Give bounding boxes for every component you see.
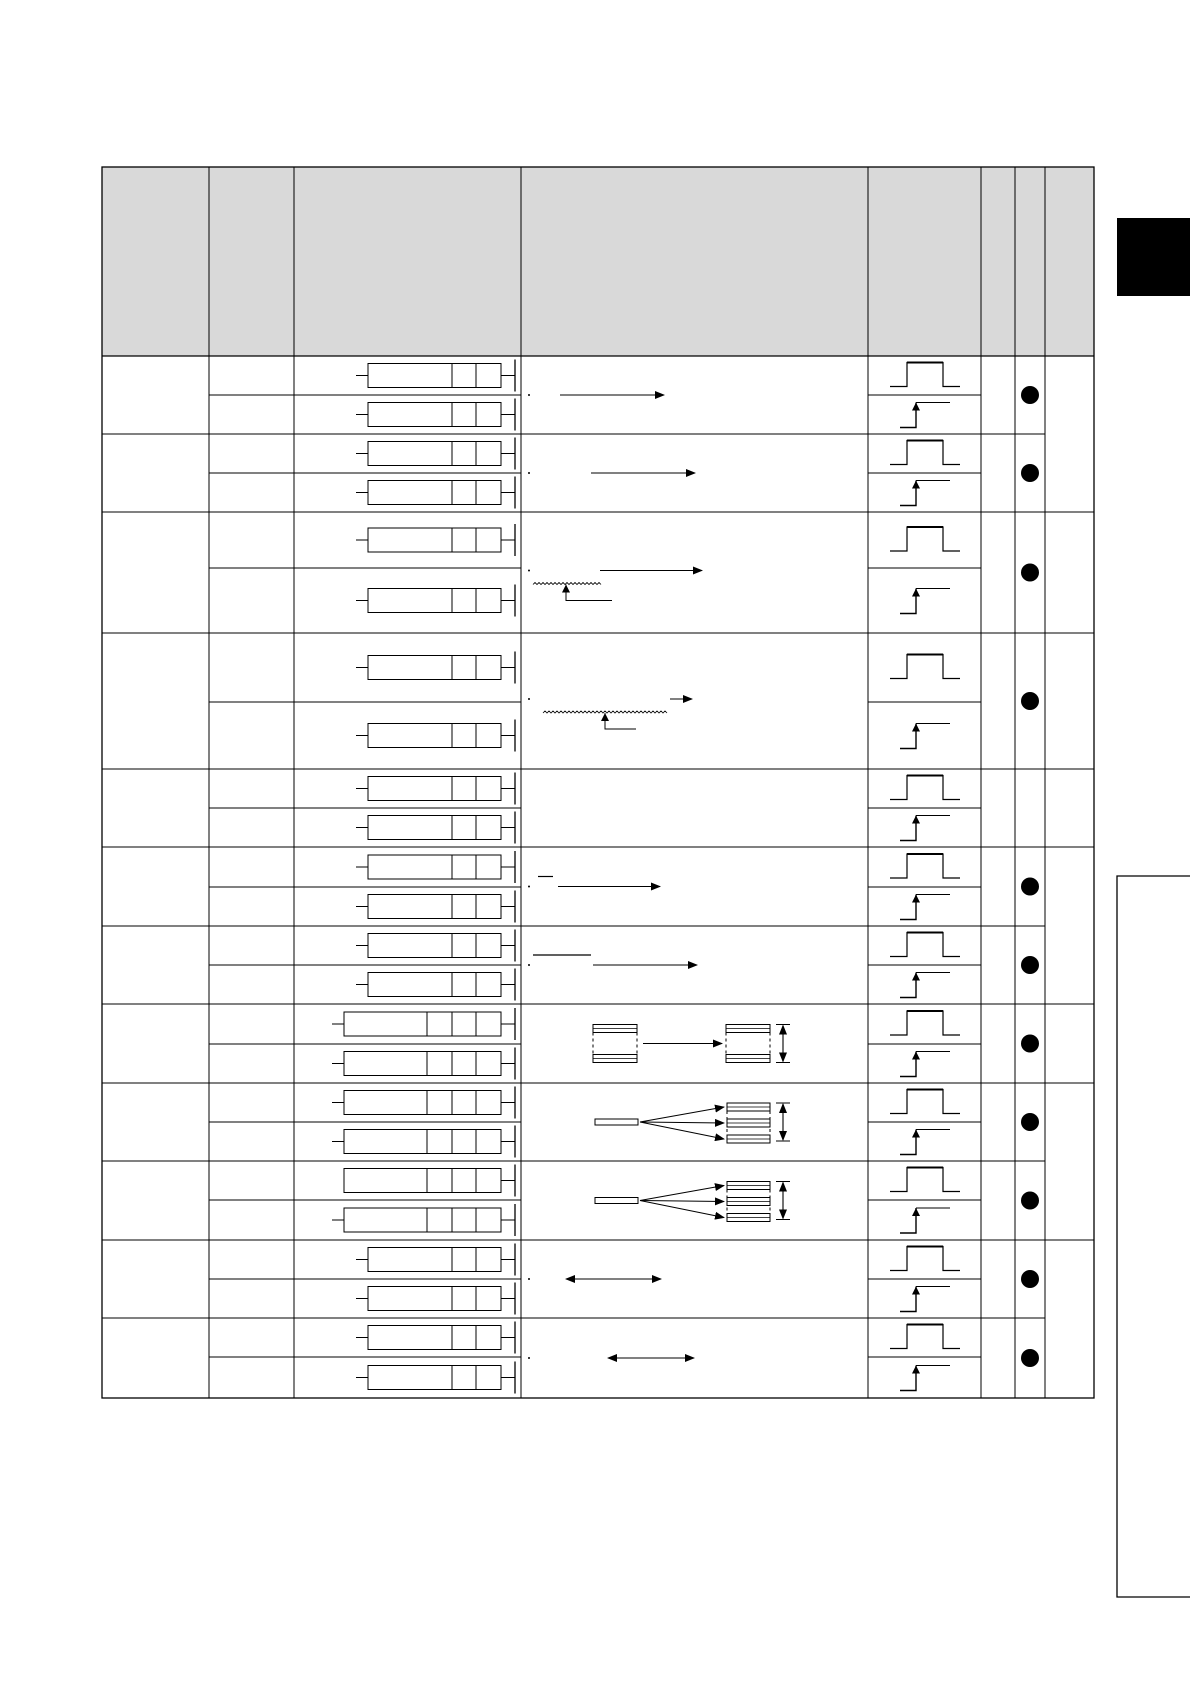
rising-edge-symbol xyxy=(900,816,916,841)
instruction-symbol xyxy=(332,1008,515,1040)
fill-arrow xyxy=(640,1122,724,1123)
applicable-cpu-dot xyxy=(1021,956,1039,974)
operation-diagram xyxy=(528,394,664,396)
on-condition-symbol xyxy=(890,363,960,387)
instruction-symbol xyxy=(356,812,515,844)
operand-box xyxy=(368,1366,501,1390)
table-row xyxy=(102,524,1094,633)
rising-edge-symbol xyxy=(900,589,916,614)
instruction-symbol xyxy=(356,891,515,923)
operand-box xyxy=(368,934,501,958)
operand-box xyxy=(368,1248,501,1272)
on-condition-symbol xyxy=(890,933,960,957)
operation-diagram xyxy=(528,472,695,474)
on-condition-symbol xyxy=(890,1168,960,1192)
on-condition-symbol xyxy=(890,1247,960,1271)
applicable-cpu-dot xyxy=(1021,1349,1039,1367)
rising-edge-arrowhead xyxy=(912,1052,920,1060)
operand-box xyxy=(368,403,501,427)
operation-diagram xyxy=(528,955,697,966)
source-word xyxy=(595,1119,638,1125)
applicable-cpu-dot xyxy=(1021,1270,1039,1288)
source-block xyxy=(593,1025,637,1063)
bit-range-wave xyxy=(543,711,667,713)
fill-arrow xyxy=(640,1201,724,1218)
applicable-cpu-dot xyxy=(1021,1192,1039,1210)
operand-box xyxy=(368,816,501,840)
rising-edge-arrowhead xyxy=(912,481,920,489)
applicable-cpu-dot xyxy=(1021,1035,1039,1053)
table-row xyxy=(102,1244,1045,1319)
operation-diagram xyxy=(528,698,692,729)
applicable-cpu-dot xyxy=(1021,386,1039,404)
fill-arrow xyxy=(640,1201,724,1202)
operation-diagram xyxy=(593,1025,790,1063)
rising-edge-arrowhead xyxy=(912,1366,920,1374)
instruction-symbol xyxy=(356,360,515,392)
instruction-symbol xyxy=(332,1087,515,1119)
table-row xyxy=(102,1322,1094,1399)
operand-mark xyxy=(528,1357,530,1359)
applicable-cpu-dot xyxy=(1021,1113,1039,1131)
rising-edge-arrowhead xyxy=(912,816,920,824)
on-condition-symbol xyxy=(890,776,960,800)
operand-box xyxy=(344,1091,501,1115)
rising-edge-symbol xyxy=(900,1366,916,1391)
on-condition-symbol xyxy=(890,655,960,679)
operation-diagram xyxy=(528,1357,694,1359)
rising-edge-symbol xyxy=(900,403,916,428)
operation-diagram xyxy=(595,1103,790,1143)
instruction-symbol xyxy=(356,1244,515,1276)
operation-diagram xyxy=(528,570,702,601)
instruction-symbol xyxy=(356,930,515,962)
operand-box xyxy=(368,777,501,801)
instruction-symbol xyxy=(332,1126,515,1158)
bit-range-wave xyxy=(533,583,601,585)
bit-pointer xyxy=(605,713,636,729)
operand-mark xyxy=(528,394,530,396)
block-range xyxy=(593,1033,637,1055)
instruction-symbol xyxy=(356,438,515,470)
instruction-symbol xyxy=(332,1204,515,1236)
instruction-symbol xyxy=(356,1362,515,1394)
instruction-symbol xyxy=(356,477,515,509)
table-row xyxy=(102,851,1045,926)
rising-edge-arrowhead xyxy=(912,895,920,903)
index-frame xyxy=(1117,876,1190,1597)
table-body xyxy=(102,360,1094,1399)
source-word xyxy=(595,1198,638,1204)
rising-edge-symbol xyxy=(900,724,916,749)
operand-box xyxy=(368,589,501,613)
operand-mark xyxy=(528,964,530,966)
table-row xyxy=(102,438,1094,513)
operand-mark xyxy=(528,1278,530,1280)
on-condition-symbol xyxy=(890,1011,960,1035)
rising-edge-symbol xyxy=(900,481,916,506)
instruction-symbol xyxy=(356,399,515,431)
bit-pointer-head xyxy=(562,585,570,593)
on-condition-symbol xyxy=(890,1325,960,1349)
on-condition-symbol xyxy=(890,1090,960,1114)
operand-mark xyxy=(528,886,530,888)
instruction-symbol xyxy=(356,851,515,883)
rising-edge-arrowhead xyxy=(912,724,920,732)
block-range xyxy=(726,1033,770,1055)
operand-box xyxy=(368,656,501,680)
operand-box xyxy=(368,528,501,552)
table-row xyxy=(102,1008,1094,1083)
rising-edge-arrowhead xyxy=(912,1130,920,1138)
rising-edge-arrowhead xyxy=(912,403,920,411)
fill-arrow xyxy=(640,1107,724,1122)
fill-arrow xyxy=(640,1122,724,1139)
operand-box xyxy=(368,1287,501,1311)
operand-mark xyxy=(528,570,530,572)
rising-edge-arrowhead xyxy=(912,1287,920,1295)
operand-box xyxy=(368,895,501,919)
operand-box xyxy=(344,1130,501,1154)
table-header xyxy=(102,167,1094,356)
instruction-symbol xyxy=(356,524,515,556)
instruction-symbol xyxy=(356,773,515,805)
rising-edge-symbol xyxy=(900,1287,916,1312)
destination-block xyxy=(726,1025,770,1063)
bit-pointer-head xyxy=(601,713,609,721)
table-row xyxy=(102,773,1094,848)
operand-box xyxy=(368,364,501,388)
rising-edge-symbol xyxy=(900,1208,916,1233)
applicable-cpu-dot xyxy=(1021,464,1039,482)
operand-box xyxy=(368,855,501,879)
instruction-symbol xyxy=(332,1048,515,1080)
table-row xyxy=(102,1165,1094,1241)
operand-mark xyxy=(528,698,530,700)
rising-edge-symbol xyxy=(900,895,916,920)
operand-box xyxy=(344,1052,501,1076)
table-row xyxy=(102,1087,1045,1162)
table-row xyxy=(102,930,1094,1005)
rising-edge-arrowhead xyxy=(912,1208,920,1216)
operand-box xyxy=(344,1012,501,1036)
chapter-index-tab xyxy=(1117,218,1190,296)
operand-mark xyxy=(528,472,530,474)
applicable-cpu-dot xyxy=(1021,878,1039,896)
instruction-symbol xyxy=(356,720,515,752)
operand-box xyxy=(368,481,501,505)
rising-edge-symbol xyxy=(900,973,916,998)
instruction-symbol xyxy=(356,652,515,684)
rising-edge-symbol xyxy=(900,1052,916,1077)
on-condition-symbol xyxy=(890,527,960,551)
operation-diagram xyxy=(528,877,660,888)
bit-pointer xyxy=(566,585,612,601)
table-row xyxy=(102,360,1045,435)
operand-box xyxy=(368,724,501,748)
table-row xyxy=(102,652,1094,770)
operation-diagram xyxy=(595,1182,790,1222)
operand-box xyxy=(368,973,501,997)
instruction-symbol xyxy=(356,1283,515,1315)
instruction-symbol xyxy=(356,585,515,617)
on-condition-symbol xyxy=(890,441,960,465)
instruction-symbol xyxy=(356,1322,515,1354)
operand-box xyxy=(344,1169,501,1193)
on-condition-symbol xyxy=(890,854,960,878)
instruction-symbol xyxy=(356,969,515,1001)
fill-arrow xyxy=(640,1186,724,1201)
operation-diagram xyxy=(528,1278,661,1280)
instruction-symbol xyxy=(344,1165,515,1197)
operand-box xyxy=(344,1208,501,1232)
operand-box xyxy=(368,1326,501,1350)
applicable-cpu-dot xyxy=(1021,564,1039,582)
operand-box xyxy=(368,442,501,466)
rising-edge-arrowhead xyxy=(912,589,920,597)
applicable-cpu-dot xyxy=(1021,692,1039,710)
rising-edge-symbol xyxy=(900,1130,916,1155)
rising-edge-arrowhead xyxy=(912,973,920,981)
